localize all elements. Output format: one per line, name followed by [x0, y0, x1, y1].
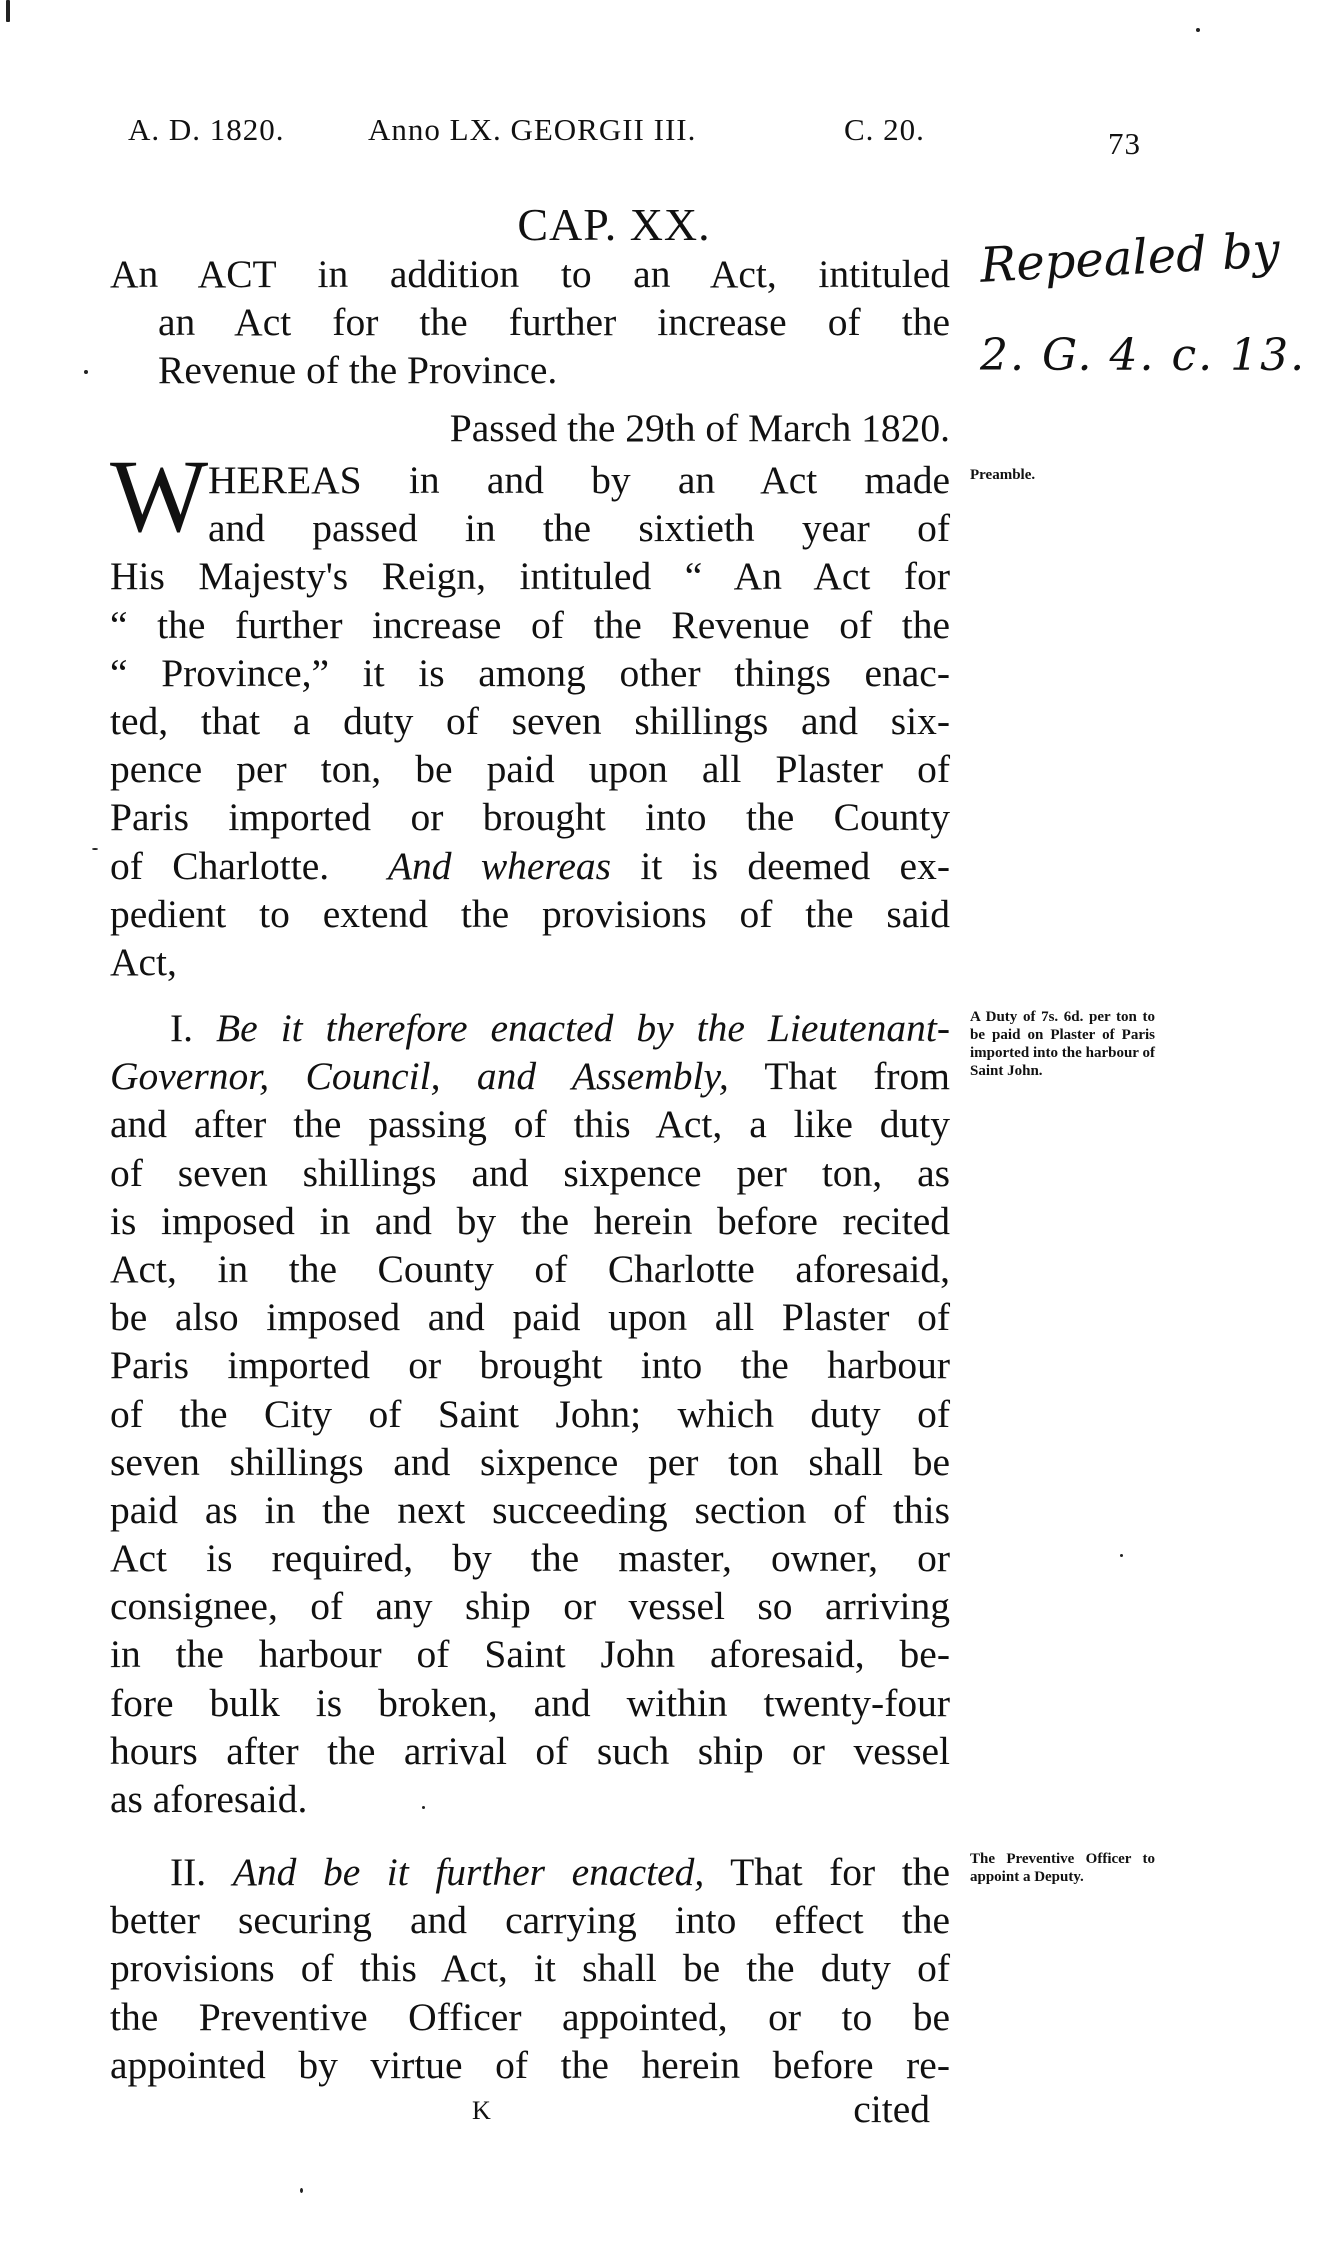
speck	[84, 370, 88, 374]
act-title-line: Revenue of the Province.	[158, 348, 558, 393]
catchline	[110, 2086, 950, 2136]
section-1-line: in the harbour of Saint John aforesaid, be-	[110, 1632, 950, 1677]
preamble-line: “ Province,” it is among other things enac-	[110, 650, 950, 695]
preamble-line: HEREAS in and by an Act made	[208, 458, 950, 502]
preamble-line: Paris imported or brought into the County	[110, 795, 950, 840]
section-1-first-line	[110, 1004, 950, 1052]
catchword: cited	[853, 2087, 930, 2131]
speck	[6, 0, 10, 22]
speck	[1120, 1554, 1123, 1557]
section-2-line: provisions of this Act, it shall be the duty of	[110, 1946, 950, 1991]
section-1-line: seven shillings and sixpence per ton shall be	[110, 1439, 950, 1484]
act-title-line: an Act for the further increase of the	[158, 300, 950, 345]
speck	[422, 1806, 425, 1809]
section-2-text: That for the	[730, 1850, 951, 1894]
speck	[300, 2188, 303, 2193]
section-1-line: be also imposed and paid upon all Plaster of	[110, 1295, 950, 1340]
preamble-text: of Charlotte.	[110, 843, 330, 888]
preamble-line-mixed	[110, 842, 950, 890]
section-1-line: consignee, of any ship or vessel so arriving	[110, 1584, 950, 1629]
speck	[92, 848, 98, 850]
preamble-line: pence per ton, be paid upon all Plaster of	[110, 747, 950, 792]
section-1-line: is imposed in and by the herein before recited	[110, 1198, 950, 1243]
chapter-heading: CAP. XX.	[517, 199, 711, 250]
margin-note-preamble: Preamble.	[970, 467, 1036, 483]
handwritten-annotation-line1: Repealed by	[978, 222, 1282, 294]
section-2-line: better securing and carrying into effect the	[110, 1898, 950, 1943]
section-2-enacting-clause: And be it further enacted,	[232, 1850, 705, 1894]
section-1-line: Paris imported or brought into the harbour	[110, 1343, 950, 1388]
section-1-second-line	[110, 1052, 950, 1100]
margin-note-duty: A Duty of 7s. 6d. per ton to be paid on Plaster of Paris imported into the harbour of Saint John.	[970, 1009, 1155, 1079]
section-1-line: of the City of Saint John; which duty of	[110, 1391, 950, 1436]
section-2-line: appointed by virtue of the herein before re-	[110, 2042, 950, 2087]
section-1-line: Act is required, by the master, owner, or	[110, 1536, 950, 1581]
drop-cap: W	[110, 439, 209, 554]
running-head	[128, 112, 1148, 162]
preamble-line: “ the further increase of the Revenue of the	[110, 602, 950, 647]
section-1-line: as aforesaid.	[110, 1777, 308, 1821]
section-2	[110, 1848, 950, 2089]
act-title-line: An ACT in addition to an Act, intituled	[110, 252, 950, 296]
preamble-line: Act,	[110, 939, 177, 984]
running-head-year: A. D. 1820.	[128, 112, 285, 147]
passed-date	[110, 404, 950, 452]
page-number: 73	[1108, 126, 1141, 161]
preamble-paragraph	[110, 456, 950, 986]
preamble-line: and passed in the sixtieth year of	[208, 506, 950, 551]
section-1-line: paid as in the next succeeding section of this	[110, 1487, 950, 1532]
preamble-line: pedient to extend the provisions of the said	[110, 891, 950, 936]
section-1-line: of seven shillings and sixpence per ton, as	[110, 1150, 950, 1195]
margin-note-preventive-officer: The Preventive Officer to appoint a Deputy.	[970, 1851, 1155, 1885]
section-1-numeral: I.	[170, 1006, 194, 1050]
preamble-text: it is deemed ex-	[640, 843, 950, 888]
running-head-chapter: C. 20.	[844, 112, 925, 147]
running-head-regnal-year: Anno LX. GEORGII III.	[368, 112, 697, 147]
section-1-line: hours after the arrival of such ship or vessel	[110, 1728, 950, 1773]
handwritten-annotation-line2: 2. G. 4. c. 13.	[980, 330, 1307, 381]
section-2-numeral: II.	[170, 1850, 207, 1894]
preamble-italic: And whereas	[387, 843, 612, 888]
section-1	[110, 1004, 950, 1823]
section-2-line: the Preventive Officer appointed, or to be	[110, 1994, 950, 2039]
preamble-line: His Majesty's Reign, intituled “ An Act for	[110, 554, 950, 599]
section-1-line: and after the passing of this Act, a like duty	[110, 1102, 950, 1147]
preamble-line: ted, that a duty of seven shillings and six-	[110, 698, 950, 743]
passed-date-line: Passed the 29th of March 1820.	[449, 406, 950, 450]
speck	[1196, 28, 1200, 32]
act-title	[110, 250, 950, 395]
section-1-line: Act, in the County of Charlotte aforesaid,	[110, 1246, 950, 1291]
section-1-enacting-clause: Be it therefore enacted by the Lieutenant-	[216, 1006, 951, 1050]
section-1-text: That from	[764, 1054, 950, 1099]
section-1-enacting-clause-cont: Governor, Council, and Assembly,	[110, 1054, 729, 1099]
signature-mark: K	[472, 2096, 491, 2125]
section-2-first-line	[110, 1848, 950, 1896]
section-1-line: fore bulk is broken, and within twenty-four	[110, 1680, 950, 1725]
